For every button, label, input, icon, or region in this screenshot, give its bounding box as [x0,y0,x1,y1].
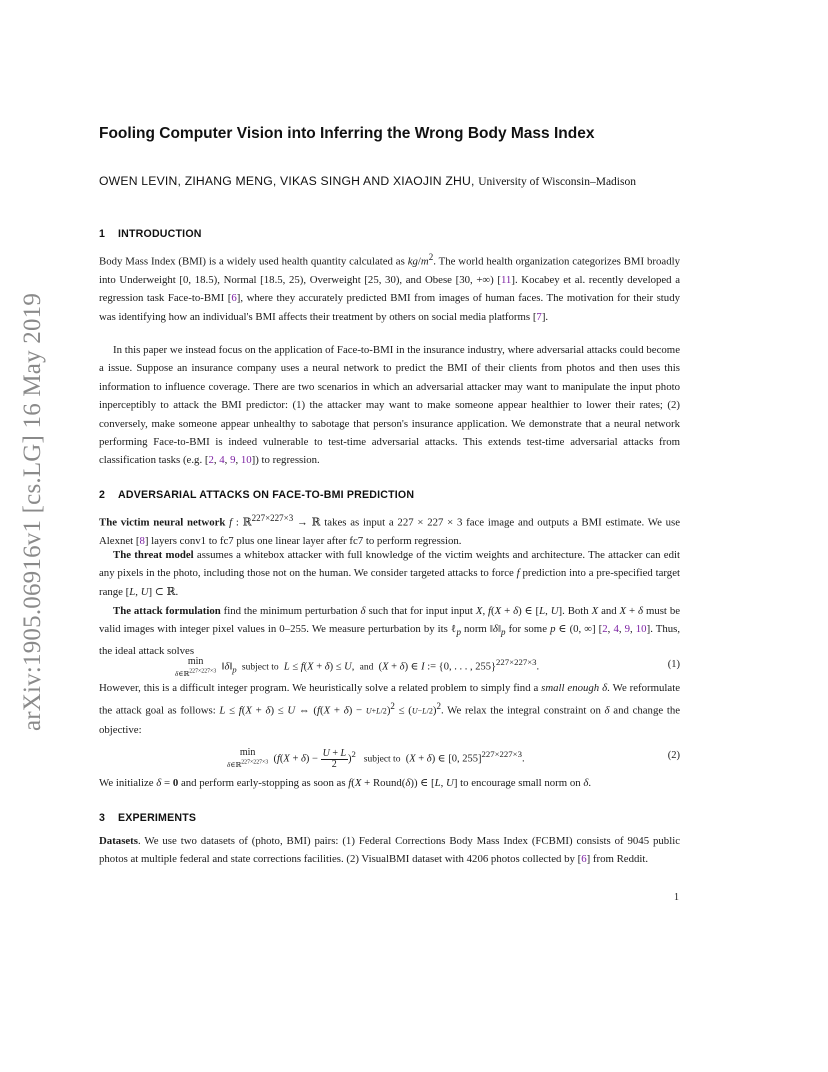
affiliation: University of Wisconsin–Madison [478,176,636,188]
citation-link[interactable]: 10 [635,623,647,636]
citation-link[interactable]: 10 [240,454,252,467]
paper-title: Fooling Computer Vision into Inferring the Wrong Body Mass Index [99,125,595,142]
author-names: OWEN LEVIN, ZIHANG MENG, VIKAS SINGH AND XIAOJIN ZHU, [99,174,475,188]
section-heading-experiments: 3 EXPERIMENTS [99,812,197,824]
citation-link[interactable]: 6 [581,853,587,866]
citation-link[interactable]: 6 [231,292,237,305]
page-number: 1 [674,892,679,903]
citation-link[interactable]: 8 [139,535,145,547]
initialization-paragraph: We initialize δ = 0 and perform early-stopping as soon as f(X + Round(δ)) ∈ [L, U] to encourage small norm on δ. [99,777,592,789]
intro-paragraph-2: In this paper we instead focus on the application of Face-to-BMI in the insurance industry, where adversarial attacks could become a issue. Suppose an insurance company uses a neural network to predict the BMI of their clients from photos and then uses this information to influence coverage. There are two scenarios in which an adversarial attacker may want to manipulate the input photo inperceptibly to attack the BMI predictor: (1) the attacker may want to make someone appear healthier to lower their rates; (2) conversely, make someone appear unhealthy to sabotage that person's insurance application. We demonstrate that a neural network performing Face-to-BMI is indeed vulnerable to test-time adversarial attacks. This extends test-time adversarial attacks from classification tasks (e.g. [2, 4, 9, 10]) to regression. [99,344,680,467]
section-heading-introduction: 1 INTRODUCTION [99,228,202,240]
author-line [99,174,636,188]
citation-link[interactable]: 9 [230,454,236,467]
citation-link[interactable]: 11 [500,274,512,286]
attack-formulation-paragraph: The attack formulation find the minimum perturbation δ such that for input input X, f(X + δ) ∈ [L, U]. Both X and X + δ must be valid images with integer pixel values in 0–255. We measure perturbation by its ℓ$_p$ norm $‖\delta‖_p$ for some p ∈ (0, ∞] [2, 4, 9, 10]. Thus, the ideal attack solves [99,605,681,657]
equation-number: (2) [667,750,680,761]
citation-link[interactable]: 2 [208,454,214,467]
citation-link[interactable]: 7 [536,310,542,323]
section-heading-adversarial-attacks: 2 ADVERSARIAL ATTACKS ON FACE-TO-BMI PREDICTION [99,489,415,501]
datasets-paragraph: Datasets. We use two datasets of (photo, BMI) pairs: (1) Federal Corrections Body Mass Index (FCBMI) consists of 9045 public photos at multiple federal and state corrections facilities. (2) VisualBMI dataset with 4206 photos collected by [6] from Reddit. [99,835,680,866]
citation-link[interactable]: 4 [219,454,225,467]
threat-model-paragraph: The threat model assumes a whitebox attacker with full knowledge of the victim weights and architecture. The attacker can edit any pixels in the photo, including those not on the human. We consider targeted attacks to force f prediction into a pre-specified target range [L, U] ⊂ ℝ. [99,549,680,598]
citation-link[interactable]: 2 [602,623,608,636]
equation-1: min δ∈ℝ$^{227\times 227\times 3}$ $‖\delta‖_p$ subject to L ≤ f(X + δ) ≤ U, and (X + δ) ∈ I := {0, . . . , 255}$^{227\times 227\times 3}$. (1) [175,656,680,679]
equation-2: min δ∈ℝ$^{227\times 227\times 3}$ (f(X + δ) − U + L 2)$^2$ subject to (X + δ) ∈ [0, 255]$^{227\times 227\times 3}$. (2) [227,747,680,770]
citation-link[interactable]: 4 [613,623,619,636]
victim-network-paragraph: The victim neural network f : ℝ$^{227\times 227\times 3}$ → ℝ takes as input a 227 × 227 × 3 face image and outputs a BMI estimate. We use Alexnet [8] layers conv1 to fc7 plus one linear layer after fc7 to perform regression. [99,513,680,547]
equation-number: (1) [667,659,680,670]
relaxation-paragraph: However, this is a difficult integer program. We heuristically solve a related problem to simply find a small enough δ. We reformulate the attack goal as follows: L ≤ f(X + δ) ≤ U ⇔ $(f(X + \delta) - U+L/2)^2 \le (U-L/2)^2$. We relax the integral constraint on δ and change the objective: [99,682,681,737]
citation-link[interactable]: 9 [624,623,631,636]
arxiv-identifier: arXiv:1905.06916v1 [cs.LG] 16 May 2019 [19,292,46,732]
intro-paragraph-1: Body Mass Index (BMI) is a widely used health quantity calculated as $kg/m^2$. The world health organization categorizes BMI broadly into Underweight [0, 18.5), Normal [18.5, 25), Overweight [25, 30), and Obese [30, +∞) [11]. Kocabey et al. recently developed a regression task Face-to-BMI [6], where they accurately predicted BMI from images of human faces. The motivation for their study was identifying how an individual's BMI affects their treatment by others on social media platforms [7]. [99,252,681,323]
